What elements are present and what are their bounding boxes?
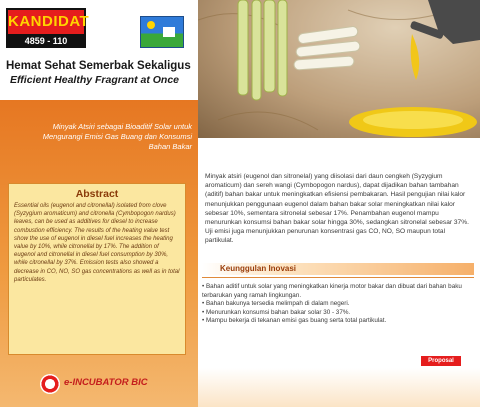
abstract-title: Abstract bbox=[75, 188, 119, 200]
abstract-text: Essential oils (eugenol and citronellal) isolated from clove (Syzygium aromaticum) and citronella (Cymbopogon nardus) leaves, can be used as additives for diesel to increase combustion efficiency. The results of the heating value test show the use of eugenol in diesel fuel increases the heating value by 10%, while citronellal by 17%. The addition of eugenol and citronellal in diesel fuel consumption by 30%, while citronellal by 37%. Emission tests also showed a decrease in CO, NO, SO gas concentrations as well as in total particulates. bbox=[14, 203, 180, 283]
sun-icon bbox=[147, 21, 155, 29]
list-item: • Menurunkan konsumsi bahan bakar solar 30 - 37%. bbox=[202, 308, 351, 316]
header-area bbox=[0, 0, 198, 100]
subtitle: Minyak Atsiri sebagai Bioaditif Solar untuk Mengurangi Emisi Gas Buang dan Konsumsi Bahan Bakar bbox=[42, 122, 192, 151]
footer-logo bbox=[40, 372, 160, 396]
bottom-band bbox=[198, 368, 480, 407]
orange-panel bbox=[0, 100, 198, 407]
advantages-divider bbox=[202, 277, 474, 278]
left-column bbox=[0, 0, 198, 407]
list-item: • Bahan bakunya tersedia melimpah di dalam negeri. bbox=[202, 300, 350, 308]
footer-org-name: e-INCUBATOR BIC bbox=[64, 377, 148, 388]
logo-title: KANDIDAT bbox=[6, 8, 86, 34]
list-item: • Mampu bekerja di tekanan emisi gas buang serta total partikulat. bbox=[202, 317, 387, 325]
kandidat-logo bbox=[6, 8, 90, 48]
advantages-header bbox=[202, 263, 474, 275]
advantages-title: Keunggulan Inovasi bbox=[220, 264, 297, 273]
advantages-section bbox=[202, 263, 474, 348]
abstract-box bbox=[8, 183, 186, 355]
incubator-logo-icon bbox=[40, 374, 60, 394]
logo-number: 4859 - 110 bbox=[6, 34, 86, 48]
lemongrass-fuel-photo bbox=[198, 0, 480, 138]
page-title-en: Efficient Healthy Fragrant at Once bbox=[10, 74, 180, 86]
photo-illustration bbox=[198, 0, 480, 138]
solar-city-badge-icon bbox=[140, 16, 184, 48]
page-title-id: Hemat Sehat Semerbak Sekaligus bbox=[6, 60, 191, 72]
body-text: Minyak atsiri (eugenol dan sitronelal) yang diisolasi dari daun cengkeh (Syzygium aromaticum) dan sereh wangi (Cymbopogon nardus), dapat dijadikan bahan tambahan (aditif) bahan bakar untuk meningkatkan efisiensi pembakaran. Hasil pengujian nilai kalor menunjukkan penggunaan eugenol dalam bahan bakar solar meningkatkan nilai kalor sebesar 10%, sementara sitronelal sebesar 17%. Penambahan eugenol mampu menurunkan konsumsi bahan bakar solar hingga 30%, sedangkan sitronelal sebesar 37%. Uji emisi juga menunjukkan penurunan konsentrasi gas CO, NO, SO maupun total partikulat. bbox=[205, 173, 469, 245]
advantages-list bbox=[202, 283, 474, 326]
proposal-tag: Proposal bbox=[421, 356, 461, 366]
list-item: • Bahan aditif untuk solar yang meningkatkan kinerja motor bakar dan dibuat dari bahan baku terbarukan yang ramah lingkungan. bbox=[202, 283, 462, 299]
house-icon bbox=[163, 27, 175, 37]
